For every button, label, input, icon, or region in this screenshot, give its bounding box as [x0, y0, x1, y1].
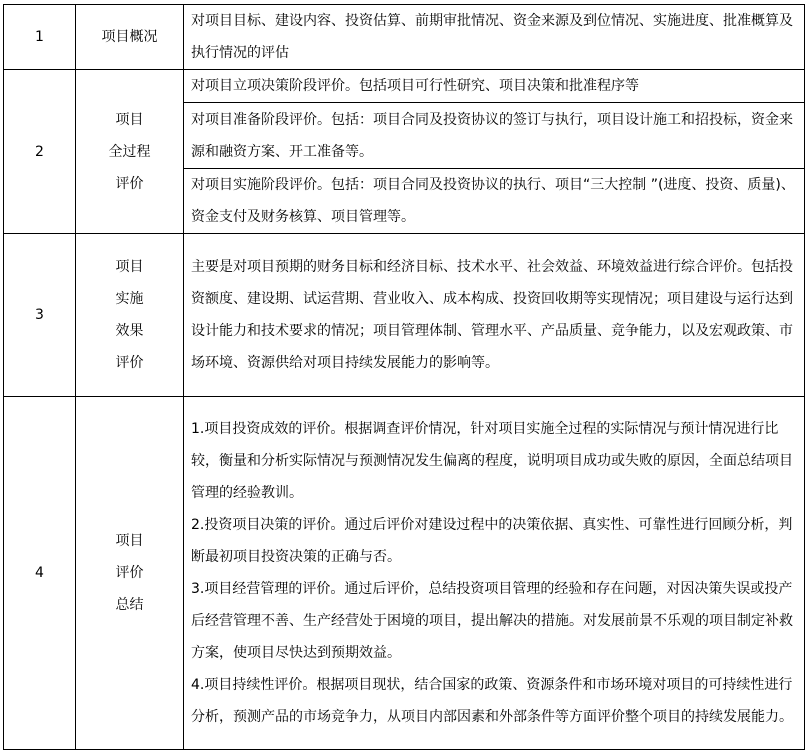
table-row-2 [4, 70, 805, 103]
description-cell: 对项目立项决策阶段评价。包括项目可行性研究、项目决策和批准程序等 [184, 70, 805, 103]
summary-point-1: 1.项目投资成效的评价。根据调查评价情况，针对项目实施全过程的实际情况与预计情况进行比较，衡量和分析实际情况与预测情况发生偏离的程度，说明项目成功或失败的原因，全面总结项目管理的经验教训。 [191, 421, 793, 501]
table-row-4 [4, 397, 805, 750]
category-cell [76, 234, 184, 397]
description-cell [184, 397, 805, 750]
category-label: 总结 [115, 597, 144, 613]
row-number-cell: 4 [4, 397, 76, 750]
category-label: 项目 [115, 533, 144, 549]
row-number-cell: 2 [4, 70, 76, 234]
category-label: 项目 [115, 111, 144, 128]
table-row-3 [4, 234, 805, 397]
evaluation-table [3, 4, 805, 750]
category-cell [76, 5, 184, 70]
category-cell [76, 397, 184, 750]
row-number-cell: 3 [4, 234, 76, 397]
description-cell: 对项目准备阶段评价。包括：项目合同及投资协议的签订与执行，项目设计施工和招投标，资金来源和融资方案、开工准备等。 [184, 103, 805, 169]
description-cell: 对项目目标、建设内容、投资估算、前期审批情况、资金来源及到位情况、实施进度、批准概算及执行情况的评估 [184, 5, 805, 70]
category-label: 评价 [115, 355, 144, 371]
category-label: 效果 [115, 323, 144, 339]
summary-point-3: 3.项目经营管理的评价。通过后评价，总结投资项目管理的经验和存在问题，对因决策失误或投产后经营管理不善、生产经营处于困境的项目，提出解决的措施。对发展前景不乐观的项目制定补救方案，使项目尽快达到预期效益。 [191, 581, 793, 661]
category-label: 评价 [115, 565, 144, 581]
category-cell [76, 70, 184, 234]
category-label: 评价 [115, 175, 144, 192]
description-cell: 主要是对项目预期的财务目标和经济目标、技术水平、社会效益、环境效益进行综合评价。包括投资额度、建设期、试运营期、营业收入、成本构成、投资回收期等实现情况；项目建设与运行达到设计能力和技术要求的情况；项目管理体制、管理水平、产品质量、竞争能力，以及宏观政策、市场环境、资源供给对项目持续发展能力的影响等。 [184, 234, 805, 397]
summary-point-2: 2.投资项目决策的评价。通过后评价对建设过程中的决策依据、真实性、可靠性进行回顾分析，判断最初项目投资决策的正确与否。 [191, 517, 793, 565]
category-label: 全过程 [108, 143, 151, 160]
category-label: 项目 [115, 259, 144, 275]
category-label: 实施 [115, 291, 144, 307]
table-row-1 [4, 5, 805, 70]
description-cell: 对项目实施阶段评价。包括：项目合同及投资协议的执行、项目“三大控制 ”(进度、投资、质量)、资金支付及财务核算、项目管理等。 [184, 169, 805, 234]
summary-point-4: 4.项目持续性评价。根据项目现状，结合国家的政策、资源条件和市场环境对项目的可持续性进行分析，预测产品的市场竞争力，从项目内部因素和外部条件等方面评价整个项目的持续发展能力。 [191, 677, 793, 725]
category-label: 项目概况 [101, 29, 158, 45]
row-number-cell: 1 [4, 5, 76, 70]
